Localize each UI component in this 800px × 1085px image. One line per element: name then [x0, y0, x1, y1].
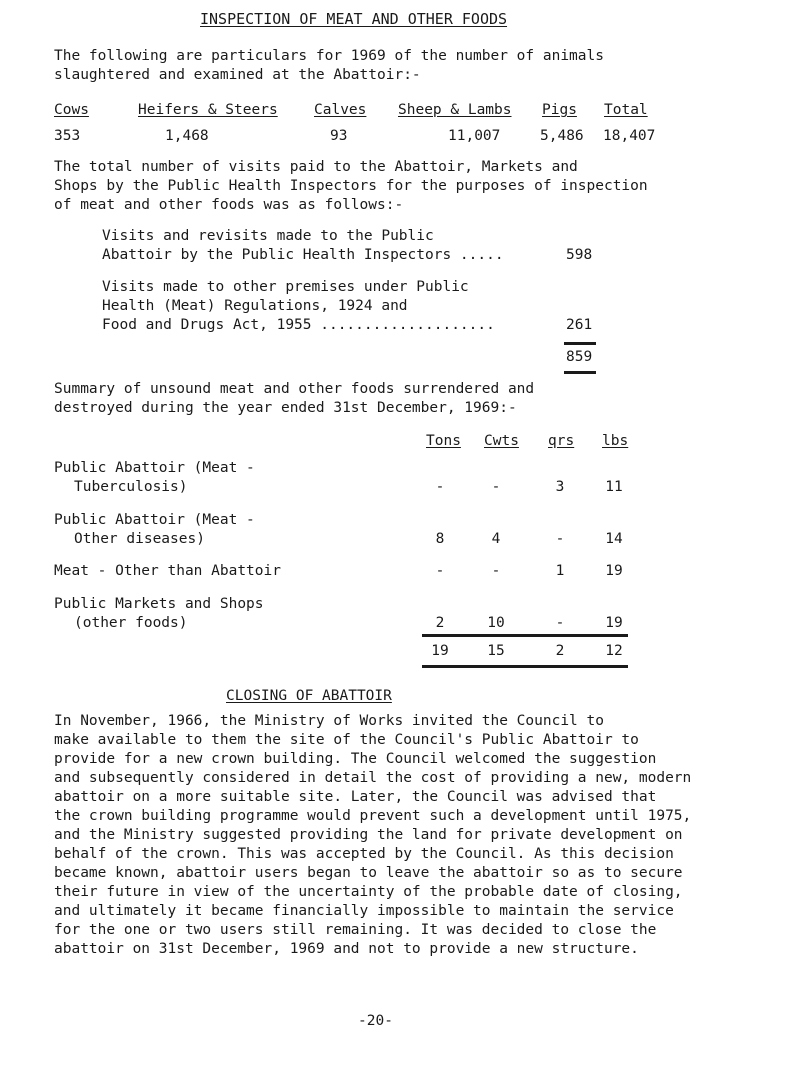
summary-row-1-tons: - [435, 479, 445, 495]
closing-line: and the Ministry suggested providing the land for private development on [54, 827, 683, 843]
visits-total-rule [564, 342, 596, 345]
closing-line: and subsequently considered in detail the cost of providing a new, modern [54, 770, 692, 786]
animals-header-calves: Calves [314, 102, 367, 118]
summary-row-2-cwts: 4 [491, 531, 501, 547]
summary-total-qrs: 2 [555, 643, 565, 659]
closing-line: their future in view of the uncertainty of the probable date of closing, [54, 884, 683, 900]
summary-intro-line-2: destroyed during the year ended 31st December, 1969:- [54, 400, 517, 416]
summary-header-tons: Tons [426, 433, 461, 449]
intro-line-2: slaughtered and examined at the Abattoir:- [54, 67, 421, 83]
summary-row-3-label-1: Meat - Other than Abattoir [54, 563, 281, 579]
closing-heading: CLOSING OF ABATTOIR [226, 688, 392, 704]
summary-row-2-label-1: Public Abattoir (Meat - [54, 512, 255, 528]
closing-line: behalf of the crown. This was accepted by the Council. As this decision [54, 846, 674, 862]
closing-line: provide for a new crown building. The Council welcomed the suggestion [54, 751, 657, 767]
summary-row-4-tons: 2 [435, 615, 445, 631]
visit-1-line-1: Visits and revisits made to the Public [102, 228, 434, 244]
summary-header-qrs: qrs [548, 433, 575, 449]
visit-2-value: 261 [566, 317, 593, 333]
closing-line: the crown building programme would prevent such a development until 1975, [54, 808, 692, 824]
closing-line: make available to them the site of the Council's Public Abattoir to [54, 732, 639, 748]
animals-header-total: Total [604, 102, 648, 118]
summary-row-4-lbs: 19 [605, 615, 623, 631]
visit-2-line-1: Visits made to other premises under Public [102, 279, 469, 295]
animals-value-calves: 93 [330, 128, 348, 144]
summary-row-2-lbs: 14 [605, 531, 623, 547]
animals-value-sheep: 11,007 [448, 128, 501, 144]
summary-row-4-cwts: 10 [487, 615, 505, 631]
summary-row-2-qrs: - [555, 531, 565, 547]
visit-1-value: 598 [566, 247, 593, 263]
animals-header-heifers: Heifers & Steers [138, 102, 278, 118]
summary-row-3-tons: - [435, 563, 445, 579]
visits-total: 859 [566, 349, 593, 365]
summary-total-cwts: 15 [487, 643, 505, 659]
visit-1-line-2: Abattoir by the Public Health Inspectors ..... [102, 247, 504, 263]
animals-value-cows: 353 [54, 128, 81, 144]
summary-row-1-label-2: Tuberculosis) [74, 479, 188, 495]
page-number: -20- [358, 1013, 393, 1029]
summary-row-1-qrs: 3 [555, 479, 565, 495]
summary-row-4-qrs: - [555, 615, 565, 631]
summary-row-4-label-2: (other foods) [74, 615, 188, 631]
summary-header-cwts: Cwts [484, 433, 519, 449]
summary-row-3-cwts: - [491, 563, 501, 579]
closing-line: for the one or two users still remaining. It was decided to close the [54, 922, 657, 938]
summary-row-1-label-1: Public Abattoir (Meat - [54, 460, 255, 476]
closing-line: and ultimately it became financially impossible to maintain the service [54, 903, 674, 919]
visits-intro-line-3: of meat and other foods was as follows:- [54, 197, 404, 213]
summary-header-lbs: lbs [602, 433, 629, 449]
summary-row-4-label-1: Public Markets and Shops [54, 596, 264, 612]
summary-row-1-cwts: - [491, 479, 501, 495]
animals-header-pigs: Pigs [542, 102, 577, 118]
summary-row-2-label-2: Other diseases) [74, 531, 205, 547]
closing-line: In November, 1966, the Ministry of Works invited the Council to [54, 713, 604, 729]
summary-row-3-qrs: 1 [555, 563, 565, 579]
animals-header-cows: Cows [54, 102, 89, 118]
summary-row-1-lbs: 11 [605, 479, 623, 495]
closing-line: abattoir on 31st December, 1969 and not to provide a new structure. [54, 941, 639, 957]
visit-2-line-2: Health (Meat) Regulations, 1924 and [102, 298, 408, 314]
closing-line: abattoir on a more suitable site. Later, the Council was advised that [54, 789, 657, 805]
summary-total-lbs: 12 [605, 643, 623, 659]
animals-header-sheep: Sheep & Lambs [398, 102, 512, 118]
summary-intro-line-1: Summary of unsound meat and other foods surrendered and [54, 381, 535, 397]
summary-row-3-lbs: 19 [605, 563, 623, 579]
visits-intro-line-1: The total number of visits paid to the Abattoir, Markets and [54, 159, 578, 175]
closing-line: became known, abattoir users began to leave the abattoir so as to secure [54, 865, 683, 881]
visits-total-underline [564, 371, 596, 374]
page-heading: INSPECTION OF MEAT AND OTHER FOODS [200, 10, 508, 28]
animals-value-total: 18,407 [603, 128, 656, 144]
intro-line-1: The following are particulars for 1969 of the number of animals [54, 48, 604, 64]
summary-total-underline [422, 665, 628, 668]
summary-total-rule [422, 634, 628, 637]
animals-value-heifers: 1,468 [165, 128, 209, 144]
summary-row-2-tons: 8 [435, 531, 445, 547]
animals-value-pigs: 5,486 [540, 128, 584, 144]
visit-2-line-3: Food and Drugs Act, 1955 .................... [102, 317, 495, 333]
visits-intro-line-2: Shops by the Public Health Inspectors for the purposes of inspection [54, 178, 648, 194]
summary-total-tons: 19 [431, 643, 449, 659]
